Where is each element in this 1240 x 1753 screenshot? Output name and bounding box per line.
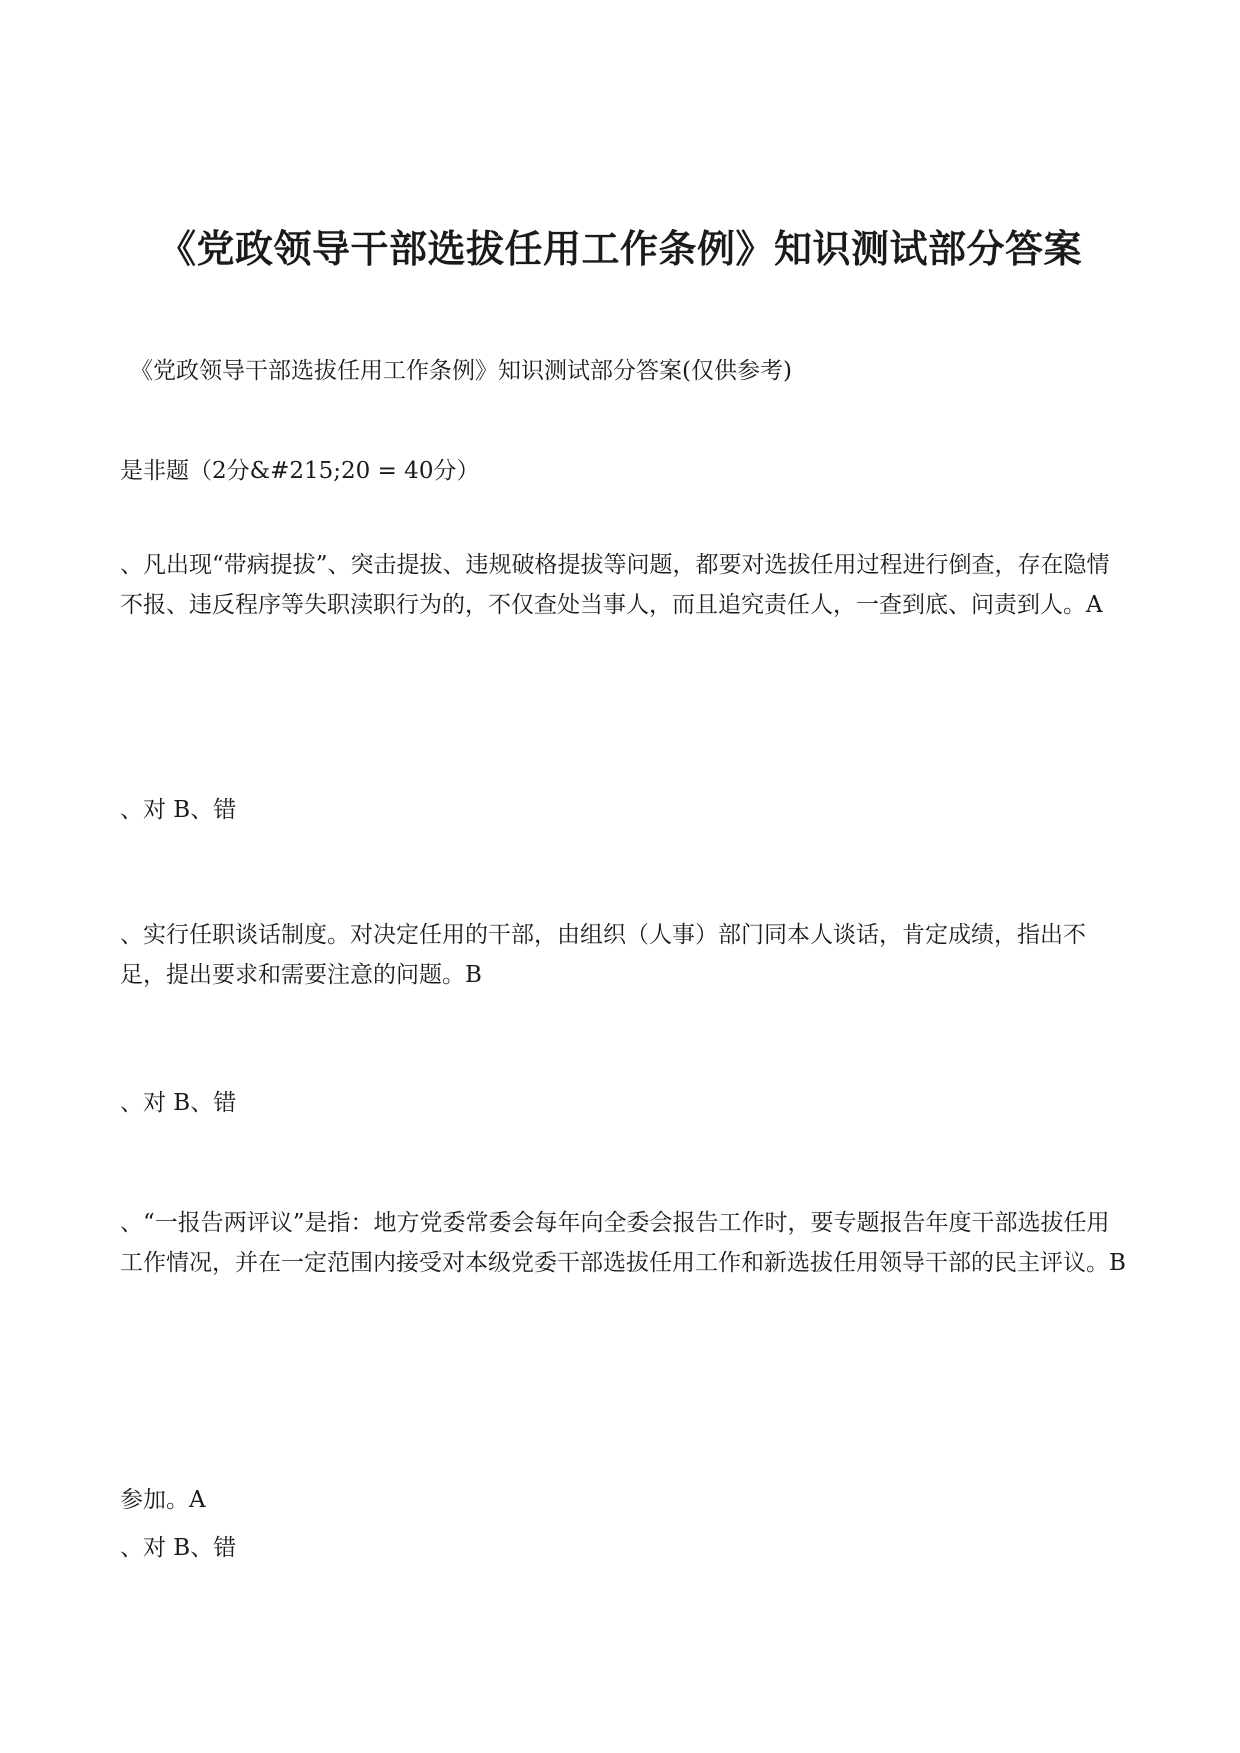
section-heading: 是非题（2分&#215;20 = 40分） xyxy=(120,458,480,484)
question-2-text: 、实行任职谈话制度。对决定任用的干部，由组织（人事）部门同本人谈话，肯定成绩，指出不足，提出要求和需要注意的问题。B xyxy=(120,922,1086,988)
question-4-text: 参加。A xyxy=(120,1487,206,1513)
document-subtitle: 《党政领导干部选拔任用工作条例》知识测试部分答案(仅供参考) xyxy=(130,358,792,384)
document-title: 《党政领导干部选拔任用工作条例》知识测试部分答案 xyxy=(157,226,1082,271)
question-2-options: 、对 B、错 xyxy=(120,1090,237,1116)
question-1-text: 、凡出现“带病提拔”、突击提拔、违规破格提拔等问题，都要对选拔任用过程进行倒查，存在隐情不报、违反程序等失职渎职行为的，不仅查处当事人，而且追究责任人，一查到底、问责到人。A xyxy=(120,552,1110,618)
question-1-options: 、对 B、错 xyxy=(120,797,237,823)
question-3-text: 、“一报告两评议”是指：地方党委常委会每年向全委会报告工作时，要专题报告年度干部选拔任用工作情况，并在一定范围内接受对本级党委干部选拔任用工作和新选拔任用领导干部的民主评议。B xyxy=(120,1210,1126,1276)
question-4-options: 、对 B、错 xyxy=(120,1535,237,1561)
